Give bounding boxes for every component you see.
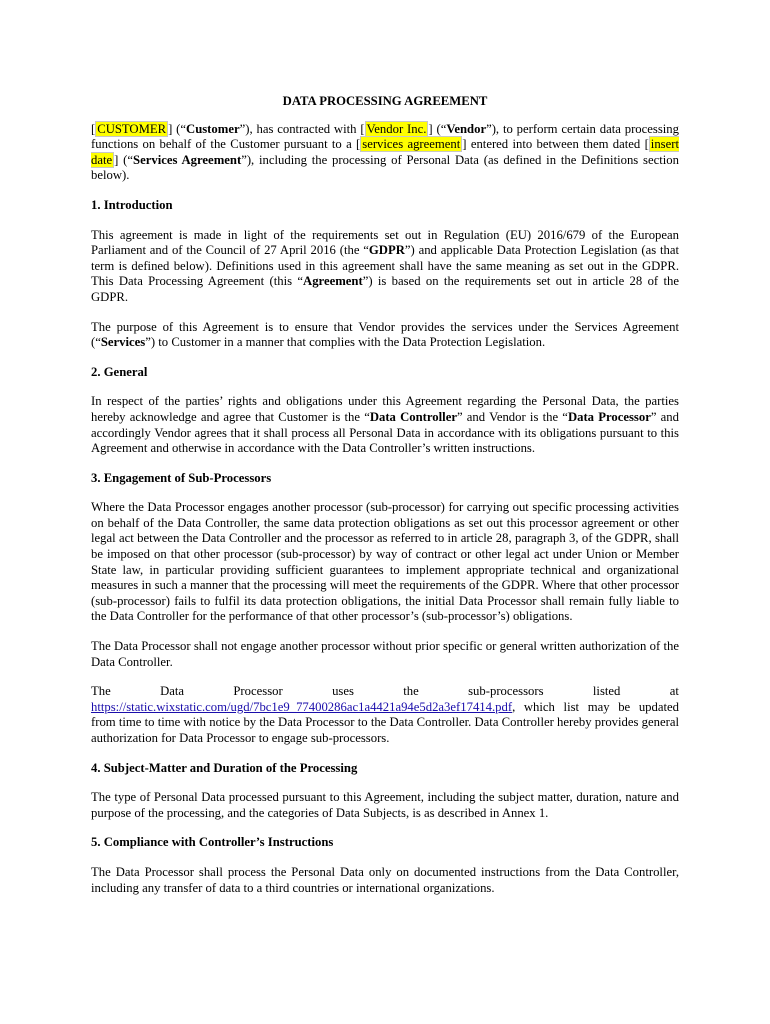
section-3-paragraph-1: Where the Data Processor engages another processor (sub-processor) for carrying out specific processing activities on behalf of the Data Controller, the same data protection obligations as set out this processor agreement or other legal act between the Data Controller and the processor as referred to in article 28, paragraph 3, of the GDPR, shall be imposed on that other processor (sub-processor) by way of contract or other legal act under Union or Member State law, in particular providing sufficient guarantees to implement appropriate technical and organizational measures in such a manner that the processing will meet the requirements of the GDPR. Where that other processor (sub-processor) fails to fulfil its data protection obligations, the initial Data Processor shall remain fully liable to the Data Controller for the performance of that other processor’s (sub-processor’s) obligations.	[91, 500, 679, 624]
services-agreement-field[interactable]: services agreement	[362, 137, 461, 152]
section-4-paragraph: The type of Personal Data processed pursuant to this Agreement, including the subject matter, duration, nature and purpose of the processing, and the categories of Data Subjects, is as described in Annex 1.	[91, 790, 679, 820]
gdpr-term: GDPR	[368, 243, 405, 258]
section-5-heading: 5. Compliance with Controller’s Instructions	[91, 835, 334, 850]
paragraph-text: ”) is based on the requirements set out in article 28 of the GDPR.	[91, 274, 679, 304]
paragraph-text: The purpose of this Agreement is to ensure that Vendor provides the services under the Services Agreement (“	[91, 319, 679, 350]
services-agreement-term: Services Agreement	[133, 152, 242, 167]
word: Data	[160, 684, 185, 699]
sub-processors-link[interactable]: https://static.wixstatic.com/ugd/7bc1e9_77400286ac1a4421a94e5d2a3ef17414.pdf	[91, 699, 513, 714]
intro-text: ”), to perform certain data processing functions on behalf of the Customer pursuant to a [	[91, 121, 679, 152]
vendor-field[interactable]: Vendor Inc.	[366, 121, 427, 136]
word: the	[403, 684, 419, 699]
word: Processor	[233, 684, 283, 699]
agreement-term: Agreement	[303, 274, 363, 289]
intro-text: ] (“	[428, 121, 447, 136]
intro-text: ] (“	[168, 121, 187, 136]
paragraph-text: ”) to Customer in a manner that complies with the Data Protection Legislation.	[145, 335, 546, 350]
word: listed	[592, 684, 621, 699]
sub-processors-line	[91, 684, 679, 700]
paragraph-text: ” and accordingly Vendor agrees that it shall process all Personal Data in accordance with its obligations pursuant to this Agreement and otherwise in accordance with the Data Controller’s written instructions.	[91, 409, 679, 456]
paragraph-text: This agreement is made in light of the requirements set out in Regulation (EU) 2016/679 of the European Parliament and of the Council of 27 April 2016 (the “	[91, 227, 679, 258]
customer-field[interactable]: CUSTOMER	[97, 121, 167, 136]
paragraph-text: ”) and applicable Data Protection Legislation (as that term is defined below). Definitions used in this agreement shall have the same meaning as set out in the GDPR. This Data Processing Agreement (this “	[91, 243, 680, 289]
intro-text: ] entered into between them dated [	[462, 137, 649, 152]
section-3-heading: 3. Engagement of Sub-Processors	[91, 470, 272, 485]
paragraph-text: ” and Vendor is the “	[456, 409, 568, 424]
section-5-paragraph: The Data Processor shall process the Personal Data only on documented instructions from the Data Controller, including any transfer of data to a third countries or international organizations.	[91, 864, 679, 895]
data-controller-term: Data Controller	[369, 409, 457, 424]
intro-text: ] (“	[114, 152, 134, 167]
customer-term: Customer	[186, 121, 240, 136]
section-3-paragraph-2: The Data Processor shall not engage another processor without prior specific or general written authorization of the Data Controller.	[91, 639, 679, 669]
section-1-heading: 1. Introduction	[91, 197, 173, 212]
word: uses	[332, 684, 354, 699]
paragraph-text: In respect of the parties’ rights and obligations under this Agreement regarding the Personal Data, the parties hereby acknowledge and agree that Customer is the “	[91, 394, 679, 424]
section-2-paragraph	[91, 394, 679, 456]
vendor-term: Vendor	[446, 121, 487, 136]
word: sub-processors	[468, 684, 544, 699]
document-body	[91, 94, 679, 910]
intro-paragraph	[91, 122, 679, 184]
services-term: Services	[100, 335, 146, 350]
data-processor-term: Data Processor	[567, 409, 651, 424]
word: at	[669, 684, 679, 699]
sub-processors-continuation	[91, 700, 679, 747]
word: The	[91, 684, 111, 699]
paragraph-text: , which list may be updated from time to time with notice by the Data Processor to the Data Controller. Data Controller hereby provides general authorization for Data Processor to engage sub-processors.	[91, 699, 679, 745]
intro-text: [	[91, 121, 96, 136]
section-1-paragraph-2	[91, 320, 679, 351]
section-4-heading: 4. Subject-Matter and Duration of the Processing	[91, 760, 358, 775]
section-2-heading: 2. General	[91, 364, 148, 379]
date-field[interactable]: insert date	[91, 137, 679, 167]
intro-text: ”), has contracted with [	[239, 121, 365, 136]
section-1-paragraph-1	[91, 228, 679, 306]
section-3-paragraph-3	[91, 684, 679, 746]
document-title: DATA PROCESSING AGREEMENT	[282, 94, 488, 108]
intro-text: ”), including the processing of Personal Data (as defined in the Definitions section below).	[91, 152, 679, 183]
